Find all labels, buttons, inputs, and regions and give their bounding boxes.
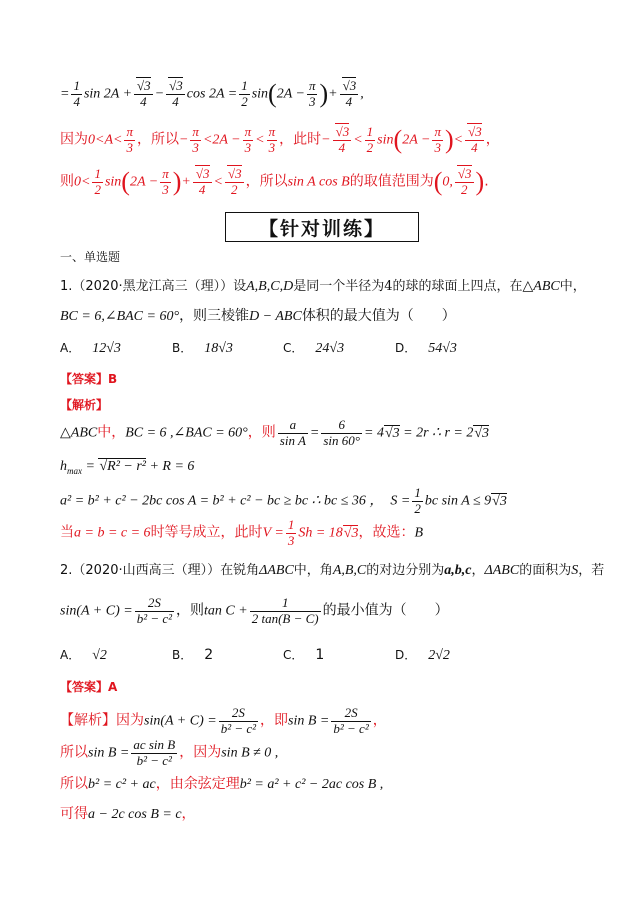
q2-analysis-line-3: 所以b² = c² + ac，由余弦定理b² = a² + c² − 2ac cos B , [60, 776, 384, 792]
q1-stem-line-1: 1.（2020·黑龙江高三（理））设A,B,C,D是同一个半径为4的球的球面上四点，在△ABC中， [60, 279, 586, 294]
q2-option-a[interactable]: A． √2 [60, 648, 107, 663]
q1-option-c[interactable]: C． 24√3 [283, 341, 345, 356]
derivation-line-3: 则0< $\frac{1}{2}$ sin(2A − $\frac{\pi}{3}$ )+ $\frac{√3}{4}$ < $\frac{√3}{2}$ ，所以sin A cos B的取值范围为(0, $\frac{√3}{2}$ ). [60, 165, 489, 197]
q2-analysis-line-2: 所以sin B = $\frac{\text{ac sin B}}{\text{b² − c²}}$ ，因为sin B ≠ 0 , [60, 737, 279, 768]
q1-analysis-line-1: △ABC中，BC = 6 ,∠BAC = 60°，则 $\frac{a}{\text{sin A}}$ = $\frac{6}{\sin 60^\circ}$ = 4√3 = 2r ∴ r = 2√3 [60, 417, 490, 448]
q1-stem-line-2: BC = 6,∠BAC = 60°，则三棱锥D − ABC体积的最大值为（ ） [60, 308, 456, 324]
q2-analysis-line-4: 可得a − 2c cos B = c， [60, 806, 196, 822]
q2-stem-line-2: sin(A + C) = $\frac{2S}{\text{b² − c²}}$ ，则tan C + $\frac{1}{2 \tan(B - C)}$ 的最小值为（ ） [60, 595, 449, 626]
q1-answer: 【答案】B [60, 372, 118, 386]
q1-analysis-line-2: $h_{max} = √R^2 - r^2 + R = 6$ [60, 459, 195, 476]
q1-analysis-line-3: a² = b² + c² − 2bc cos A = b² + c² − bc ≥ bc ∴ bc ≤ 36 ， S = $\frac{1}{2}$ bc sin A ≤ 9√3 [60, 485, 507, 516]
q1-analysis-line-4: 当a = b = c = 6时等号成立，此时V = $\frac{1}{3}$ Sh = 18√3，故选：B [60, 517, 424, 548]
derivation-line-1: = $\frac{1}{4}$ sin 2A + $\frac{√3}{4}$ − $\frac{√3}{4}$ cos 2A = $\frac{1}{2}$ sin(2A − $\frac{\pi}{3}$ )+ $\frac{√3}{4}$ , [60, 77, 364, 109]
section-heading: 一、单选题 [60, 250, 121, 264]
q2-option-c[interactable]: C． 1 [283, 647, 325, 663]
q2-answer: 【答案】A [60, 680, 118, 694]
q2-option-d[interactable]: D． 2√2 [395, 648, 450, 663]
q2-stem-line-1: 2.（2020·山西高三（理））在锐角ΔABC中，角A,B,C的对边分别为a,b,c，ΔABC的面积为S，若 [60, 563, 605, 578]
derivation-line-2: 因为0<A< $\frac{\pi}{3}$ ，所以− $\frac{\pi}{3}$ <2A − $\frac{\pi}{3}$ < $\frac{\pi}{3}$ ，此时− $\frac{√3}{4}$ < $\frac{1}{2}$ sin(2A − $\frac{\pi}{3}$ )< $\frac{√3}{4}$ ， [60, 123, 500, 155]
section-title: 【针对训练】 [225, 212, 419, 242]
q2-option-b[interactable]: B． 2 [172, 647, 214, 663]
q1-option-a[interactable]: A． 12√3 [60, 341, 121, 356]
q1-option-b[interactable]: B． 18√3 [172, 341, 233, 356]
q1-option-d[interactable]: D． 54√3 [395, 341, 457, 356]
q1-analysis-label: 【解析】 [60, 398, 109, 412]
q2-analysis-line-1: 【解析】因为sin(A + C) = $\frac{2S}{\text{b² − c²}}$ ，即sin B = $\frac{2S}{\text{b² − c²}}$ ， [60, 705, 387, 736]
